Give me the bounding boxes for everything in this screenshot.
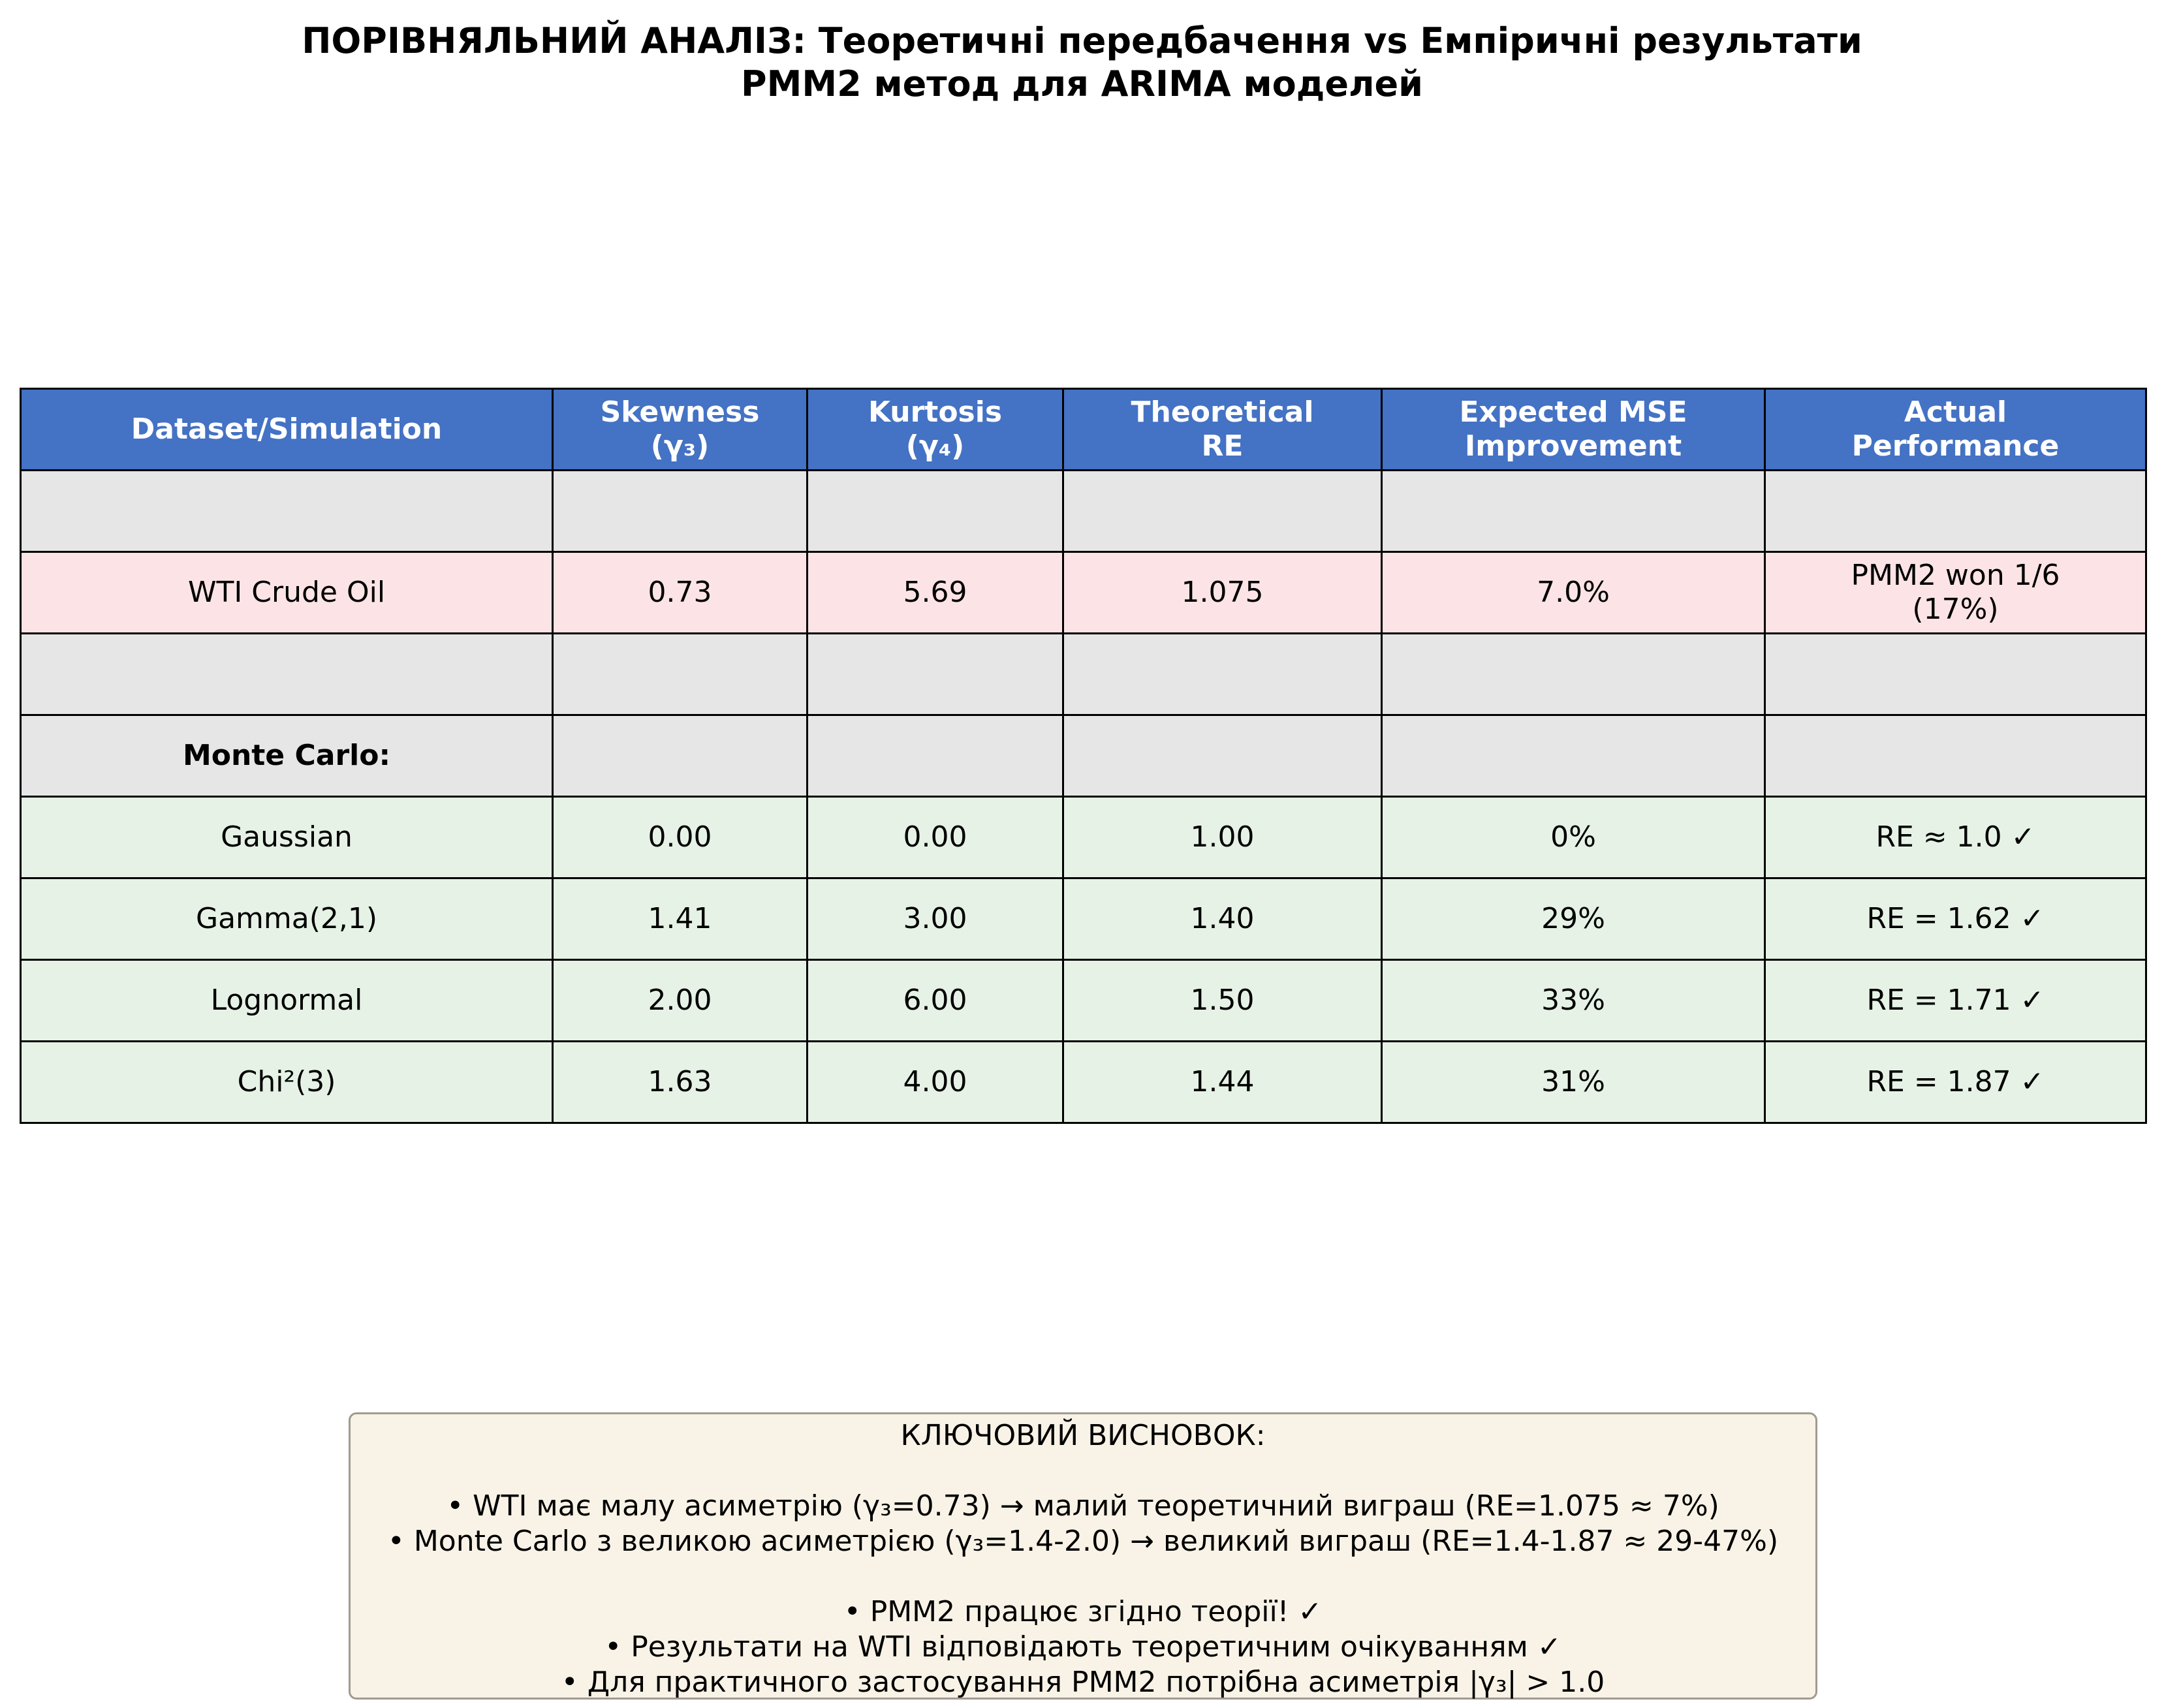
table-cell-dataset (21, 634, 553, 715)
column-header-text: Theoretical (1131, 396, 1314, 429)
table-cell-dataset: Chi²(3) (21, 1042, 553, 1123)
column-header-skewness (553, 389, 808, 471)
table-row-blank (21, 634, 2146, 715)
table-cell-kurtosis (808, 471, 1063, 552)
table-row-section (21, 715, 2146, 797)
table-row-wti (21, 552, 2146, 634)
table-row-mc (21, 878, 2146, 960)
column-header-text: RE (1201, 429, 1244, 463)
table-body (21, 471, 2146, 1123)
chart-subtitle: PMM2 метод для ARIMA моделей (741, 63, 1423, 104)
table-cell-theoretical-re (1063, 715, 1382, 797)
table-cell-expected-mse-improvement: 7.0% (1382, 552, 1765, 634)
column-header-text: Dataset/Simulation (131, 412, 443, 446)
table-cell-skewness: 1.41 (553, 878, 808, 960)
table-cell-expected-mse-improvement: 29% (1382, 878, 1765, 960)
table-cell-theoretical-re (1063, 634, 1382, 715)
key-conclusion-box (349, 1412, 1817, 1700)
table-cell-kurtosis: 6.00 (808, 960, 1063, 1042)
table-cell-actual-performance: RE = 1.62 ✓ (1765, 878, 2146, 960)
table-cell-skewness (553, 634, 808, 715)
table-cell-skewness: 0.00 (553, 797, 808, 878)
column-header-actual-performance (1765, 389, 2146, 471)
column-header-kurtosis (808, 389, 1063, 471)
conclusion-bullet: • Результати на WTI відповідають теоретичним очікуванням ✓ (604, 1630, 1561, 1664)
table-cell-dataset: WTI Crude Oil (21, 552, 553, 634)
table-cell-theoretical-re: 1.44 (1063, 1042, 1382, 1123)
table-cell-theoretical-re (1063, 471, 1382, 552)
table-cell-dataset: Lognormal (21, 960, 553, 1042)
column-header-text: Kurtosis (868, 396, 1003, 429)
table-cell-kurtosis (808, 715, 1063, 797)
table-cell-kurtosis: 3.00 (808, 878, 1063, 960)
table-row-mc (21, 960, 2146, 1042)
table-cell-skewness (553, 715, 808, 797)
conclusion-bullet: • WTI має малу асиметрію (γ₃=0.73) → малий теоретичний виграш (RE=1.075 ≈ 7%) (447, 1489, 1719, 1523)
table-cell-expected-mse-improvement: 31% (1382, 1042, 1765, 1123)
table-cell-skewness: 0.73 (553, 552, 808, 634)
table-cell-actual-performance: RE ≈ 1.0 ✓ (1765, 797, 2146, 878)
column-header-text: Skewness (600, 396, 760, 429)
table-cell-text: PMM2 won 1/6 (1851, 559, 2060, 592)
table-cell-actual-performance (1765, 715, 2146, 797)
conclusion-heading: КЛЮЧОВИЙ ВИСНОВОК: (900, 1419, 1266, 1452)
table-cell-expected-mse-improvement (1382, 471, 1765, 552)
table-cell-actual-performance: RE = 1.87 ✓ (1765, 1042, 2146, 1123)
table-cell-text: (17%) (1912, 593, 1999, 626)
conclusion-bullet: • Monte Carlo з великою асиметрією (γ₃=1.4-2.0) → великий виграш (RE=1.4-1.87 ≈ 29-47%) (387, 1525, 1779, 1558)
column-header-text: Expected MSE (1459, 396, 1687, 429)
table-cell-kurtosis: 0.00 (808, 797, 1063, 878)
table-row-mc (21, 1042, 2146, 1123)
column-header-theoretical-re (1063, 389, 1382, 471)
table-cell-expected-mse-improvement: 0% (1382, 797, 1765, 878)
table-cell-skewness (553, 471, 808, 552)
table-cell-expected-mse-improvement: 33% (1382, 960, 1765, 1042)
table-cell-kurtosis (808, 634, 1063, 715)
table-cell-expected-mse-improvement (1382, 715, 1765, 797)
column-header-dataset (21, 389, 553, 471)
table-cell-skewness: 2.00 (553, 960, 808, 1042)
chart-title: ПОРІВНЯЛЬНИЙ АНАЛІЗ: Теоретичні передбачення vs Емпіричні результати (302, 20, 1862, 61)
table-cell-theoretical-re: 1.40 (1063, 878, 1382, 960)
table-cell-actual-performance (1765, 552, 2146, 634)
table-row-mc (21, 797, 2146, 878)
table-cell-expected-mse-improvement (1382, 634, 1765, 715)
table-cell-dataset (21, 471, 553, 552)
conclusion-bullet: • Для практичного застосування PMM2 потрібна асиметрія |γ₃| > 1.0 (561, 1666, 1605, 1699)
table-header-row (21, 389, 2146, 471)
column-header-text: Performance (1851, 429, 2060, 463)
table-cell-kurtosis: 4.00 (808, 1042, 1063, 1123)
column-header-expected-mse-improvement (1382, 389, 1765, 471)
table-cell-theoretical-re: 1.075 (1063, 552, 1382, 634)
table-cell-theoretical-re: 1.00 (1063, 797, 1382, 878)
table-cell-actual-performance (1765, 634, 2146, 715)
column-header-text: Actual (1904, 396, 2007, 429)
column-header-text: (γ₄) (905, 429, 965, 463)
column-header-text: Improvement (1464, 429, 1682, 463)
table-cell-dataset: Monte Carlo: (21, 715, 553, 797)
table-cell-kurtosis: 5.69 (808, 552, 1063, 634)
table-cell-theoretical-re: 1.50 (1063, 960, 1382, 1042)
table-cell-actual-performance (1765, 471, 2146, 552)
comparison-table (20, 388, 2147, 1124)
table-cell-actual-performance: RE = 1.71 ✓ (1765, 960, 2146, 1042)
table-cell-dataset: Gamma(2,1) (21, 878, 553, 960)
conclusion-bullet: • PMM2 працює згідно теорії! ✓ (843, 1595, 1323, 1628)
column-header-text: (γ₃) (650, 429, 710, 463)
table-cell-skewness: 1.63 (553, 1042, 808, 1123)
table-row-blank (21, 471, 2146, 552)
table-cell-dataset: Gaussian (21, 797, 553, 878)
